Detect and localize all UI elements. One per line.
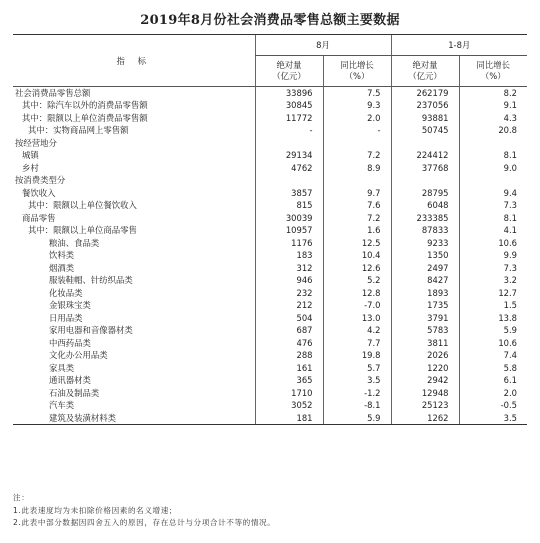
aug-growth-cell: 10.4 bbox=[323, 249, 391, 262]
table-row bbox=[13, 99, 527, 112]
table-row bbox=[13, 324, 527, 337]
row-label: 其中：实物商品网上零售额 bbox=[28, 125, 129, 136]
ytd-growth-cell: 8.1 bbox=[459, 149, 527, 162]
ytd-growth-cell bbox=[459, 137, 527, 150]
table-body bbox=[13, 87, 527, 425]
retail-sales-table bbox=[13, 34, 527, 425]
ytd-amount-cell bbox=[391, 174, 459, 187]
row-label: 文化办公用品类 bbox=[49, 350, 108, 361]
table-row bbox=[13, 137, 527, 150]
row-label: 乡村 bbox=[22, 162, 39, 173]
ytd-growth-cell: 9.4 bbox=[459, 187, 527, 200]
aug-amount-cell: 1176 bbox=[255, 237, 323, 250]
row-label: 其中：限额以上单位商品零售 bbox=[28, 225, 137, 236]
ytd-growth-cell: 1.5 bbox=[459, 299, 527, 312]
aug-amount-cell: 3052 bbox=[255, 399, 323, 412]
aug-growth-cell: 4.2 bbox=[323, 324, 391, 337]
table-row bbox=[13, 174, 527, 187]
abs-label: 绝对量 bbox=[276, 60, 302, 70]
yoy-label: 同比增长 bbox=[340, 60, 374, 70]
aug-growth-cell bbox=[323, 174, 391, 187]
ytd-amount-cell: 50745 bbox=[391, 124, 459, 137]
aug-growth-cell: 13.0 bbox=[323, 312, 391, 325]
aug-growth-cell: 7.5 bbox=[323, 87, 391, 100]
yoy-label: 同比增长 bbox=[476, 60, 510, 70]
abs-label: 绝对量 bbox=[412, 60, 438, 70]
table-row bbox=[13, 187, 527, 200]
aug-growth-cell: 7.6 bbox=[323, 199, 391, 212]
table-row bbox=[13, 299, 527, 312]
table-row bbox=[13, 87, 527, 100]
ytd-growth-cell: 10.6 bbox=[459, 337, 527, 350]
ytd-amount-cell: 1220 bbox=[391, 362, 459, 375]
row-label: 汽车类 bbox=[49, 400, 75, 411]
ytd-growth-cell: 7.3 bbox=[459, 199, 527, 212]
aug-amount-cell: 815 bbox=[255, 199, 323, 212]
ytd-amount-cell: 1350 bbox=[391, 249, 459, 262]
table-row bbox=[13, 237, 527, 250]
row-label: 化妆品类 bbox=[49, 287, 83, 298]
table-row bbox=[13, 274, 527, 287]
ytd-amount-cell: 262179 bbox=[391, 87, 459, 100]
abs-unit: （亿元） bbox=[408, 71, 442, 81]
row-label: 其中：限额以上单位消费品零售额 bbox=[22, 112, 148, 123]
ytd-growth-cell: 9.0 bbox=[459, 162, 527, 175]
table-row bbox=[13, 412, 527, 425]
row-label: 中西药品类 bbox=[49, 337, 91, 348]
ytd-growth-cell: 9.9 bbox=[459, 249, 527, 262]
row-label: 服装鞋帽、针纺织品类 bbox=[49, 275, 133, 286]
ytd-growth-cell: 7.4 bbox=[459, 349, 527, 362]
row-label: 建筑及装潢材料类 bbox=[13, 412, 255, 425]
aug-amount-cell bbox=[255, 137, 323, 150]
aug-growth-cell: 7.2 bbox=[323, 212, 391, 225]
aug-amount-cell: 288 bbox=[255, 349, 323, 362]
ytd-amount-cell: 233385 bbox=[391, 212, 459, 225]
ytd-amount-cell: 237056 bbox=[391, 99, 459, 112]
aug-growth-cell: 5.7 bbox=[323, 362, 391, 375]
ytd-amount-cell: 1893 bbox=[391, 287, 459, 300]
aug-growth-cell: 9.7 bbox=[323, 187, 391, 200]
table-row bbox=[13, 287, 527, 300]
aug-growth-cell: 12.8 bbox=[323, 287, 391, 300]
aug-growth-cell bbox=[323, 137, 391, 150]
ytd-amount-cell: 12948 bbox=[391, 387, 459, 400]
aug-amount-cell: 30845 bbox=[255, 99, 323, 112]
aug-amount-cell: 365 bbox=[255, 374, 323, 387]
aug-growth-cell: -1.2 bbox=[323, 387, 391, 400]
aug-growth-cell: 7.2 bbox=[323, 149, 391, 162]
aug-amount-cell: 212 bbox=[255, 299, 323, 312]
ytd-growth-cell: 4.3 bbox=[459, 112, 527, 125]
note-item-2: 2.此表中部分数据因四舍五入的原因，存在总计与分项合计不等的情况。 bbox=[13, 518, 276, 527]
ytd-growth-cell: 4.1 bbox=[459, 224, 527, 237]
aug-amount-cell: 312 bbox=[255, 262, 323, 275]
row-label: 石油及制品类 bbox=[49, 387, 100, 398]
period-august-header: 8月 bbox=[255, 35, 391, 56]
table-row bbox=[13, 124, 527, 137]
aug-growth-cell: 12.5 bbox=[323, 237, 391, 250]
ytd-growth-cell: 8.2 bbox=[459, 87, 527, 100]
aug-amount-cell: - bbox=[255, 124, 323, 137]
abs-unit: （亿元） bbox=[272, 71, 306, 81]
table-row bbox=[13, 374, 527, 387]
aug-amount-cell: 10957 bbox=[255, 224, 323, 237]
abs-header-ytd bbox=[391, 56, 459, 87]
row-label: 其中：限额以上单位餐饮收入 bbox=[28, 200, 137, 211]
row-label: 饮料类 bbox=[49, 250, 75, 261]
ytd-growth-cell: 20.8 bbox=[459, 124, 527, 137]
aug-amount-cell: 181 bbox=[255, 412, 323, 425]
aug-amount-cell: 3857 bbox=[255, 187, 323, 200]
row-label: 日用品类 bbox=[49, 312, 83, 323]
header-period-row bbox=[13, 35, 527, 56]
row-label: 通讯器材类 bbox=[49, 375, 91, 386]
ytd-amount-cell: 37768 bbox=[391, 162, 459, 175]
ytd-growth-cell: 7.3 bbox=[459, 262, 527, 275]
ytd-growth-cell: 12.7 bbox=[459, 287, 527, 300]
aug-amount-cell: 476 bbox=[255, 337, 323, 350]
ytd-amount-cell: 1262 bbox=[391, 412, 459, 425]
table-row bbox=[13, 199, 527, 212]
table-notes bbox=[13, 492, 527, 530]
aug-amount-cell: 183 bbox=[255, 249, 323, 262]
ytd-amount-cell: 93881 bbox=[391, 112, 459, 125]
ytd-amount-cell: 3791 bbox=[391, 312, 459, 325]
ytd-growth-cell: 6.1 bbox=[459, 374, 527, 387]
yoy-unit: （%） bbox=[344, 71, 370, 81]
aug-growth-cell: 2.0 bbox=[323, 112, 391, 125]
aug-amount-cell: 1710 bbox=[255, 387, 323, 400]
ytd-growth-cell: 10.6 bbox=[459, 237, 527, 250]
ytd-amount-cell: 1735 bbox=[391, 299, 459, 312]
ytd-amount-cell: 2497 bbox=[391, 262, 459, 275]
abs-header-aug bbox=[255, 56, 323, 87]
table-row bbox=[13, 149, 527, 162]
ytd-growth-cell: 2.0 bbox=[459, 387, 527, 400]
table-row bbox=[13, 312, 527, 325]
table-row bbox=[13, 349, 527, 362]
aug-growth-cell: 19.8 bbox=[323, 349, 391, 362]
aug-amount-cell: 33896 bbox=[255, 87, 323, 100]
aug-growth-cell: 5.9 bbox=[323, 412, 391, 425]
row-label: 金银珠宝类 bbox=[49, 300, 91, 311]
ytd-growth-cell: 5.9 bbox=[459, 324, 527, 337]
aug-growth-cell: - bbox=[323, 124, 391, 137]
row-label: 城镇 bbox=[22, 150, 39, 161]
aug-growth-cell: 8.9 bbox=[323, 162, 391, 175]
aug-amount-cell: 946 bbox=[255, 274, 323, 287]
yoy-header-ytd bbox=[459, 56, 527, 87]
ytd-amount-cell: 224412 bbox=[391, 149, 459, 162]
table-row bbox=[13, 399, 527, 412]
aug-growth-cell: 1.6 bbox=[323, 224, 391, 237]
ytd-amount-cell: 2026 bbox=[391, 349, 459, 362]
aug-amount-cell: 687 bbox=[255, 324, 323, 337]
aug-amount-cell: 504 bbox=[255, 312, 323, 325]
indicator-header: 指 标 bbox=[13, 35, 255, 87]
table-row bbox=[13, 387, 527, 400]
ytd-growth-cell: 3.5 bbox=[459, 412, 527, 425]
row-label: 按经营地分 bbox=[15, 137, 57, 148]
row-label: 家具类 bbox=[49, 362, 75, 373]
table-title: 2019年8月份社会消费品零售总额主要数据 bbox=[140, 13, 400, 28]
aug-amount-cell: 4762 bbox=[255, 162, 323, 175]
aug-growth-cell: -7.0 bbox=[323, 299, 391, 312]
aug-growth-cell: 9.3 bbox=[323, 99, 391, 112]
aug-growth-cell: -8.1 bbox=[323, 399, 391, 412]
yoy-unit: （%） bbox=[480, 71, 506, 81]
table-row bbox=[13, 162, 527, 175]
aug-growth-cell: 7.7 bbox=[323, 337, 391, 350]
row-label: 家用电器和音像器材类 bbox=[49, 325, 133, 336]
table-row bbox=[13, 362, 527, 375]
row-label: 社会消费品零售总额 bbox=[15, 88, 91, 98]
ytd-growth-cell: 3.2 bbox=[459, 274, 527, 287]
row-label: 餐饮收入 bbox=[22, 187, 56, 198]
row-label: 粮油、食品类 bbox=[49, 237, 100, 248]
notes-heading: 注： bbox=[13, 493, 30, 502]
ytd-growth-cell bbox=[459, 174, 527, 187]
ytd-amount-cell: 3811 bbox=[391, 337, 459, 350]
ytd-growth-cell: 8.1 bbox=[459, 212, 527, 225]
row-label: 烟酒类 bbox=[49, 262, 75, 273]
ytd-amount-cell: 5783 bbox=[391, 324, 459, 337]
ytd-amount-cell: 28795 bbox=[391, 187, 459, 200]
table-row bbox=[13, 337, 527, 350]
row-label: 按消费类型分 bbox=[15, 175, 66, 186]
ytd-growth-cell: 5.8 bbox=[459, 362, 527, 375]
ytd-growth-cell: -0.5 bbox=[459, 399, 527, 412]
ytd-amount-cell: 9233 bbox=[391, 237, 459, 250]
ytd-growth-cell: 9.1 bbox=[459, 99, 527, 112]
note-item-1: 1.此表速度均为未扣除价格因素的名义增速； bbox=[13, 505, 178, 515]
aug-amount-cell: 30039 bbox=[255, 212, 323, 225]
table-row bbox=[13, 112, 527, 125]
aug-amount-cell: 232 bbox=[255, 287, 323, 300]
aug-amount-cell bbox=[255, 174, 323, 187]
ytd-amount-cell bbox=[391, 137, 459, 150]
aug-growth-cell: 12.6 bbox=[323, 262, 391, 275]
ytd-growth-cell: 13.8 bbox=[459, 312, 527, 325]
row-label: 其中：除汽车以外的消费品零售额 bbox=[22, 100, 148, 111]
aug-growth-cell: 5.2 bbox=[323, 274, 391, 287]
table-row bbox=[13, 262, 527, 275]
table-row bbox=[13, 224, 527, 237]
aug-growth-cell: 3.5 bbox=[323, 374, 391, 387]
ytd-amount-cell: 6048 bbox=[391, 199, 459, 212]
yoy-header-aug bbox=[323, 56, 391, 87]
ytd-amount-cell: 87833 bbox=[391, 224, 459, 237]
ytd-amount-cell: 8427 bbox=[391, 274, 459, 287]
aug-amount-cell: 11772 bbox=[255, 112, 323, 125]
ytd-amount-cell: 2942 bbox=[391, 374, 459, 387]
aug-amount-cell: 29134 bbox=[255, 149, 323, 162]
ytd-amount-cell: 25123 bbox=[391, 399, 459, 412]
period-jan-aug-header: 1-8月 bbox=[391, 35, 527, 56]
row-label: 商品零售 bbox=[22, 212, 56, 223]
aug-amount-cell: 161 bbox=[255, 362, 323, 375]
table-row bbox=[13, 212, 527, 225]
table-row bbox=[13, 249, 527, 262]
